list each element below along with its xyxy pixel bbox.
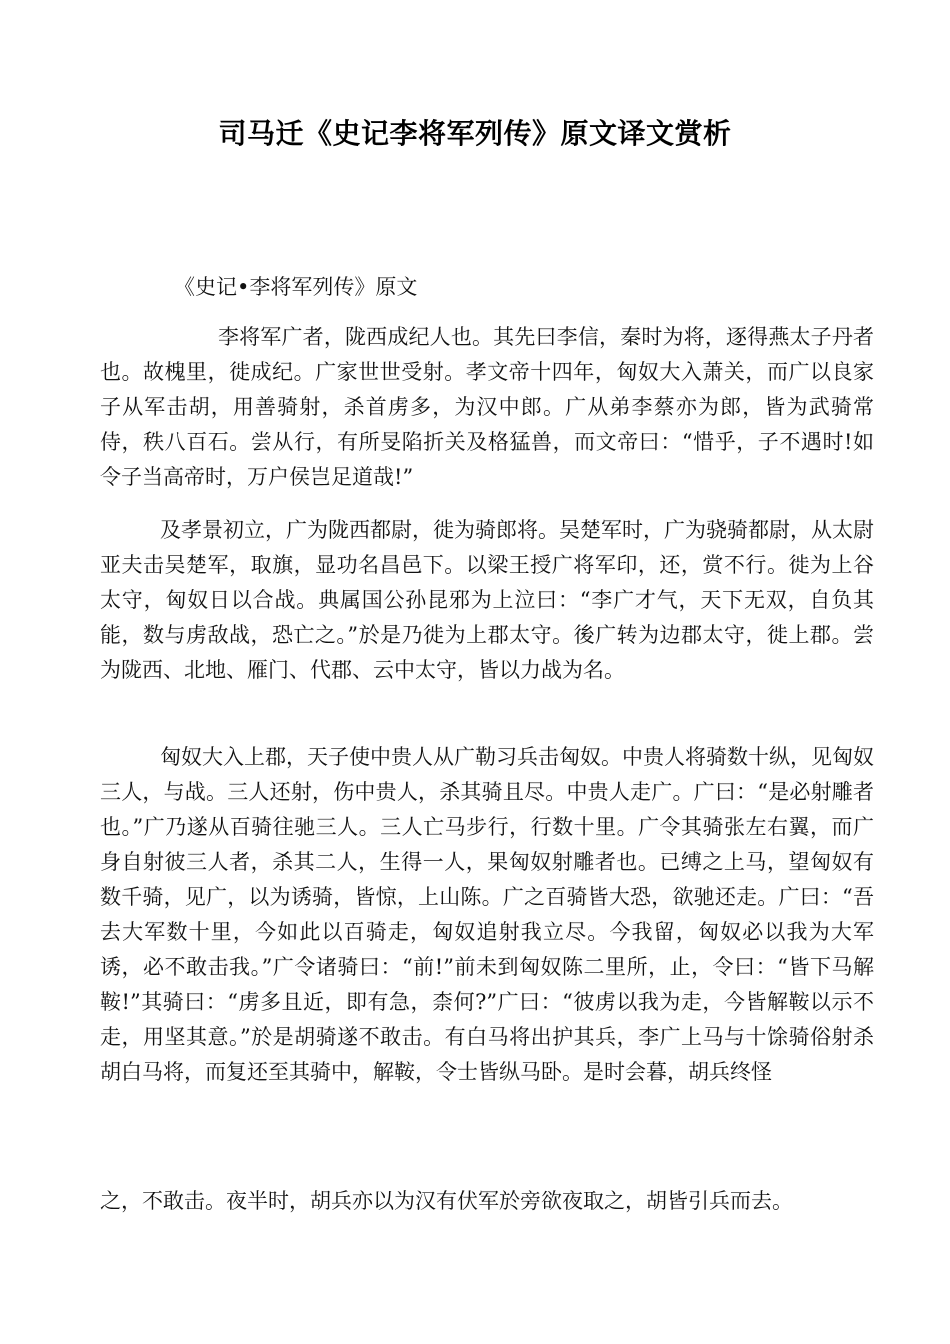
document-title: 司马迁《史记李将军列传》原文译文赏析 <box>218 117 732 150</box>
paragraph-1: 李将军广者，陇西成纪人也。其先曰李信，秦时为将，逐得燕太子丹者也。故槐里，徙成纪。广家世世受射。孝文帝十四年，匈奴大入萧关，而广以良家子从军击胡，用善骑射，杀首虏多，为汉中郎。广从弟李蔡亦为郎，皆为武骑常侍，秩八百石。尝从行，有所旻陷折关及格猛兽，而文帝曰：“惜乎，子不遇时!如令子当高帝时，万户侯岂足道哉!” <box>100 325 874 489</box>
section-heading: 《史记•李将军列传》原文 <box>174 275 418 299</box>
paragraph-3: 匈奴大入上郡，天子使中贵人从广勒习兵击匈奴。中贵人将骑数十纵，见匈奴三人，与战。三人还射，伤中贵人，杀其骑且尽。中贵人走广。广曰：“是必射雕者也。”广乃遂从百骑往驰三人。三人亡马步行，行数十里。广令其骑张左右翼，而广身自射彼三人者，杀其二人，生得一人，果匈奴射雕者也。已缚之上马，望匈奴有数千骑，见广，以为诱骑，皆惊，上山陈。广之百骑皆大恐，欲驰还走。广曰：“吾去大军数十里，今如此以百骑走，匈奴追射我立尽。今我留，匈奴必以我为大军诱，必不敢击我。”广令诸骑曰：“前!”前未到匈奴陈二里所，止，令曰：“皆下马解鞍!”其骑曰：“虏多且近，即有急，柰何?”广曰：“彼虏以我为走，今皆解鞍以示不走，用坚其意。”於是胡骑遂不敢击。有白马将出护其兵，李广上马与十馀骑俗射杀胡白马将，而复还至其骑中，解鞍，令士皆纵马卧。是时会暮，胡兵终怪 <box>100 745 874 1084</box>
paragraph-2: 及孝景初立，广为陇西都尉，徙为骑郎将。吴楚军时，广为骁骑都尉，从太尉亚夫击吴楚军，取旗，显功名昌邑下。以梁王授广将军印，还，赏不行。徙为上谷太守，匈奴日以合战。典属国公孙昆邪为上泣曰：“李广才气，天下无双，自负其能，数与虏敌战，恐亡之。”於是乃徙为上郡太守。後广转为边郡太守，徙上郡。尝为陇西、北地、雁门、代郡、云中太守，皆以力战为名。 <box>100 518 874 682</box>
paragraph-4: 之，不敢击。夜半时，胡兵亦以为汉有伏军於旁欲夜取之，胡皆引兵而去。 <box>100 1189 793 1213</box>
